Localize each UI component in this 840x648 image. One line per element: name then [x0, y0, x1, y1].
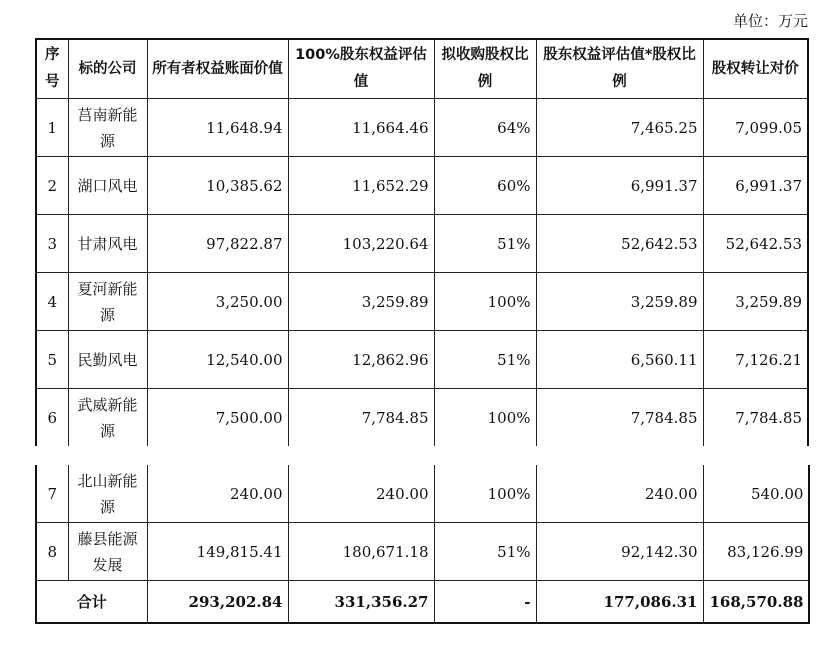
equity-valuation: 12,862.96 — [288, 331, 434, 389]
total-row — [36, 581, 809, 624]
header-book-value: 所有者权益账面价值 — [147, 39, 288, 99]
company-name: 夏河新能源 — [68, 273, 147, 331]
unit-label: 单位：万元 — [732, 12, 808, 30]
transfer-price: 7,126.21 — [703, 331, 808, 389]
book-value: 97,822.87 — [147, 215, 288, 273]
header-equity-valuation: 100%股东权益评估值 — [288, 39, 434, 99]
table-row — [36, 331, 808, 389]
row-number: 8 — [36, 523, 68, 581]
company-name: 甘肃风电 — [68, 215, 147, 273]
row-number: 5 — [36, 331, 68, 389]
header-acquisition-ratio: 拟收购股权比例 — [434, 39, 536, 99]
total-valuation-times-ratio: 177,086.31 — [536, 581, 703, 624]
total-book-value: 293,202.84 — [147, 581, 288, 624]
header-row — [36, 39, 808, 99]
transfer-price: 6,991.37 — [703, 157, 808, 215]
acquisition-ratio: 100% — [434, 389, 536, 447]
row-number: 4 — [36, 273, 68, 331]
book-value: 3,250.00 — [147, 273, 288, 331]
acquisition-ratio: 100% — [434, 273, 536, 331]
company-name: 北山新能源 — [68, 465, 147, 523]
acquisition-ratio: 51% — [434, 331, 536, 389]
acquisition-ratio: 64% — [434, 99, 536, 157]
equity-valuation: 11,664.46 — [288, 99, 434, 157]
equity-table-top — [35, 38, 809, 446]
row-number: 1 — [36, 99, 68, 157]
equity-valuation: 7,784.85 — [288, 389, 434, 447]
valuation-times-ratio: 6,560.11 — [536, 331, 703, 389]
valuation-times-ratio: 240.00 — [536, 465, 703, 523]
company-name: 莒南新能源 — [68, 99, 147, 157]
table-row — [36, 215, 808, 273]
transfer-price: 7,784.85 — [703, 389, 808, 447]
company-name: 武威新能源 — [68, 389, 147, 447]
book-value: 12,540.00 — [147, 331, 288, 389]
acquisition-ratio: 60% — [434, 157, 536, 215]
company-name: 湖口风电 — [68, 157, 147, 215]
book-value: 149,815.41 — [147, 523, 288, 581]
row-number: 2 — [36, 157, 68, 215]
equity-valuation: 240.00 — [288, 465, 434, 523]
company-name: 民勤风电 — [68, 331, 147, 389]
header-no: 序号 — [36, 39, 68, 99]
valuation-times-ratio: 92,142.30 — [536, 523, 703, 581]
total-acquisition-ratio: - — [434, 581, 536, 624]
table-row — [36, 389, 808, 447]
valuation-times-ratio: 52,642.53 — [536, 215, 703, 273]
valuation-times-ratio: 3,259.89 — [536, 273, 703, 331]
table-row — [36, 523, 809, 581]
transfer-price: 3,259.89 — [703, 273, 808, 331]
header-transfer-price: 股权转让对价 — [703, 39, 808, 99]
row-number: 3 — [36, 215, 68, 273]
company-name: 藤县能源发展 — [68, 523, 147, 581]
header-valuation-times-ratio: 股东权益评估值*股权比例 — [536, 39, 703, 99]
book-value: 11,648.94 — [147, 99, 288, 157]
book-value: 7,500.00 — [147, 389, 288, 447]
book-value: 10,385.62 — [147, 157, 288, 215]
transfer-price: 540.00 — [703, 465, 809, 523]
table-row — [36, 273, 808, 331]
valuation-times-ratio: 7,784.85 — [536, 389, 703, 447]
header-company: 标的公司 — [68, 39, 147, 99]
equity-valuation: 103,220.64 — [288, 215, 434, 273]
equity-table-bottom — [35, 465, 810, 624]
valuation-times-ratio: 7,465.25 — [536, 99, 703, 157]
equity-valuation: 11,652.29 — [288, 157, 434, 215]
row-number: 7 — [36, 465, 68, 523]
table-row — [36, 465, 809, 523]
book-value: 240.00 — [147, 465, 288, 523]
acquisition-ratio: 100% — [434, 465, 536, 523]
table-row — [36, 157, 808, 215]
equity-valuation: 180,671.18 — [288, 523, 434, 581]
valuation-times-ratio: 6,991.37 — [536, 157, 703, 215]
total-label: 合计 — [36, 581, 147, 624]
transfer-price: 52,642.53 — [703, 215, 808, 273]
total-equity-valuation: 331,356.27 — [288, 581, 434, 624]
row-number: 6 — [36, 389, 68, 447]
transfer-price: 7,099.05 — [703, 99, 808, 157]
acquisition-ratio: 51% — [434, 523, 536, 581]
equity-valuation: 3,259.89 — [288, 273, 434, 331]
total-transfer-price: 168,570.88 — [703, 581, 809, 624]
acquisition-ratio: 51% — [434, 215, 536, 273]
transfer-price: 83,126.99 — [703, 523, 809, 581]
table-row — [36, 99, 808, 157]
